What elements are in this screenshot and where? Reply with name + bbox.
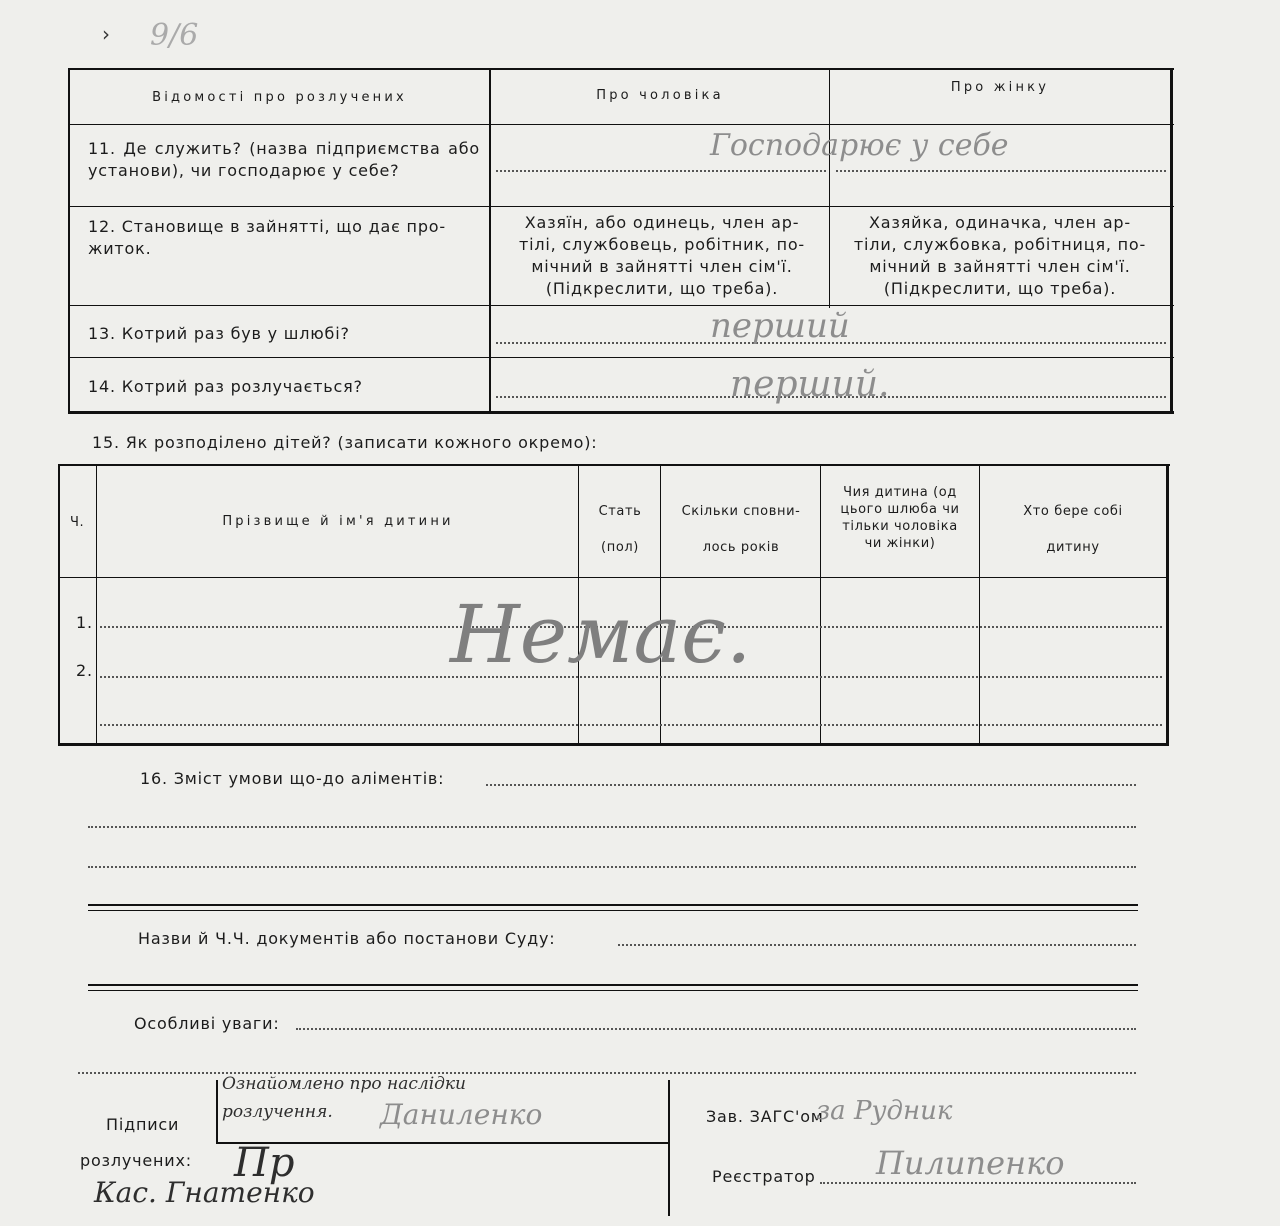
header-custody: Хто бере собі дитину <box>1023 504 1123 555</box>
question-13-label: 13. Котрий раз був у шлюбі? <box>88 324 350 343</box>
registrar-signature: Пилипенко <box>876 1144 1065 1182</box>
wife-signature: Кас. Гнатенко <box>94 1176 315 1209</box>
question-14-label: 14. Котрий раз розлучається? <box>88 377 363 396</box>
court-documents-label: Назви й Ч.Ч. документів або постанови Суду: <box>138 929 556 948</box>
husband-workplace-answer: Господарює у себе <box>710 128 1009 163</box>
signatures-label-2: розлучених: <box>80 1151 192 1170</box>
special-notes-label: Особливі уваги: <box>134 1014 280 1033</box>
header-about-husband: Про чоловіка <box>596 88 724 103</box>
corner-mark: 9/6 <box>150 18 199 53</box>
wife-employment-status: Хазяйка, одиначка, член ар- тіли, службовка, робітниця, по- мічний в зайнятті член сім'ї. (Підкреслити, що треба). <box>853 213 1147 298</box>
signatures-label-1: Підписи <box>106 1115 180 1134</box>
question-11-label: 11. Де служить? (назва підприємства або установи), чи господарює у себе? <box>88 139 480 180</box>
corner-tick: › <box>102 22 110 46</box>
header-divorcee-info: Відомості про розлучених <box>152 90 407 105</box>
stamp-line-2: розлучення. <box>222 1102 333 1122</box>
question-15-label: 15. Як розподілено дітей? (записати кожного окремо): <box>92 433 598 452</box>
husband-employment-status: Хазяїн, або одинець, член ар- тілі, службовець, робітник, по- мічний в зайнятті член сім'ї. (Підкреслити, що треба). <box>518 213 806 298</box>
question-16-label: 16. Зміст умови що-до аліментів: <box>140 769 445 788</box>
stamp-line-1: Ознайомлено про наслідки <box>222 1074 467 1094</box>
header-whose-child: Чия дитина (од цього шлюба чи тільки чоловіка чи жінки) <box>840 485 960 551</box>
children-none-answer: Немає. <box>450 588 752 681</box>
header-child-name: Прізвище й ім'я дитини <box>222 514 454 529</box>
header-number: Ч. <box>70 515 85 530</box>
registry-head-label: Зав. ЗАГС'ом <box>706 1107 824 1126</box>
registry-head-signature: за Рудник <box>816 1096 953 1126</box>
divorce-count-answer: перший. <box>730 364 890 405</box>
wife-signature-initial: Пр <box>234 1140 295 1186</box>
header-age: Скільки сповни- лось років <box>681 504 801 555</box>
row-number-1: 1. <box>76 613 93 632</box>
header-about-wife: Про жінку <box>950 80 1050 95</box>
registrar-label: Реєстратор <box>712 1167 816 1186</box>
marriage-count-answer: перший <box>710 306 850 346</box>
question-12-label: 12. Становище в зайнятті, що дає про- житок. <box>88 217 446 258</box>
husband-signature: Даниленко <box>380 1098 543 1131</box>
header-sex: Стать (пол) <box>598 504 642 555</box>
row-number-2: 2. <box>76 661 93 680</box>
